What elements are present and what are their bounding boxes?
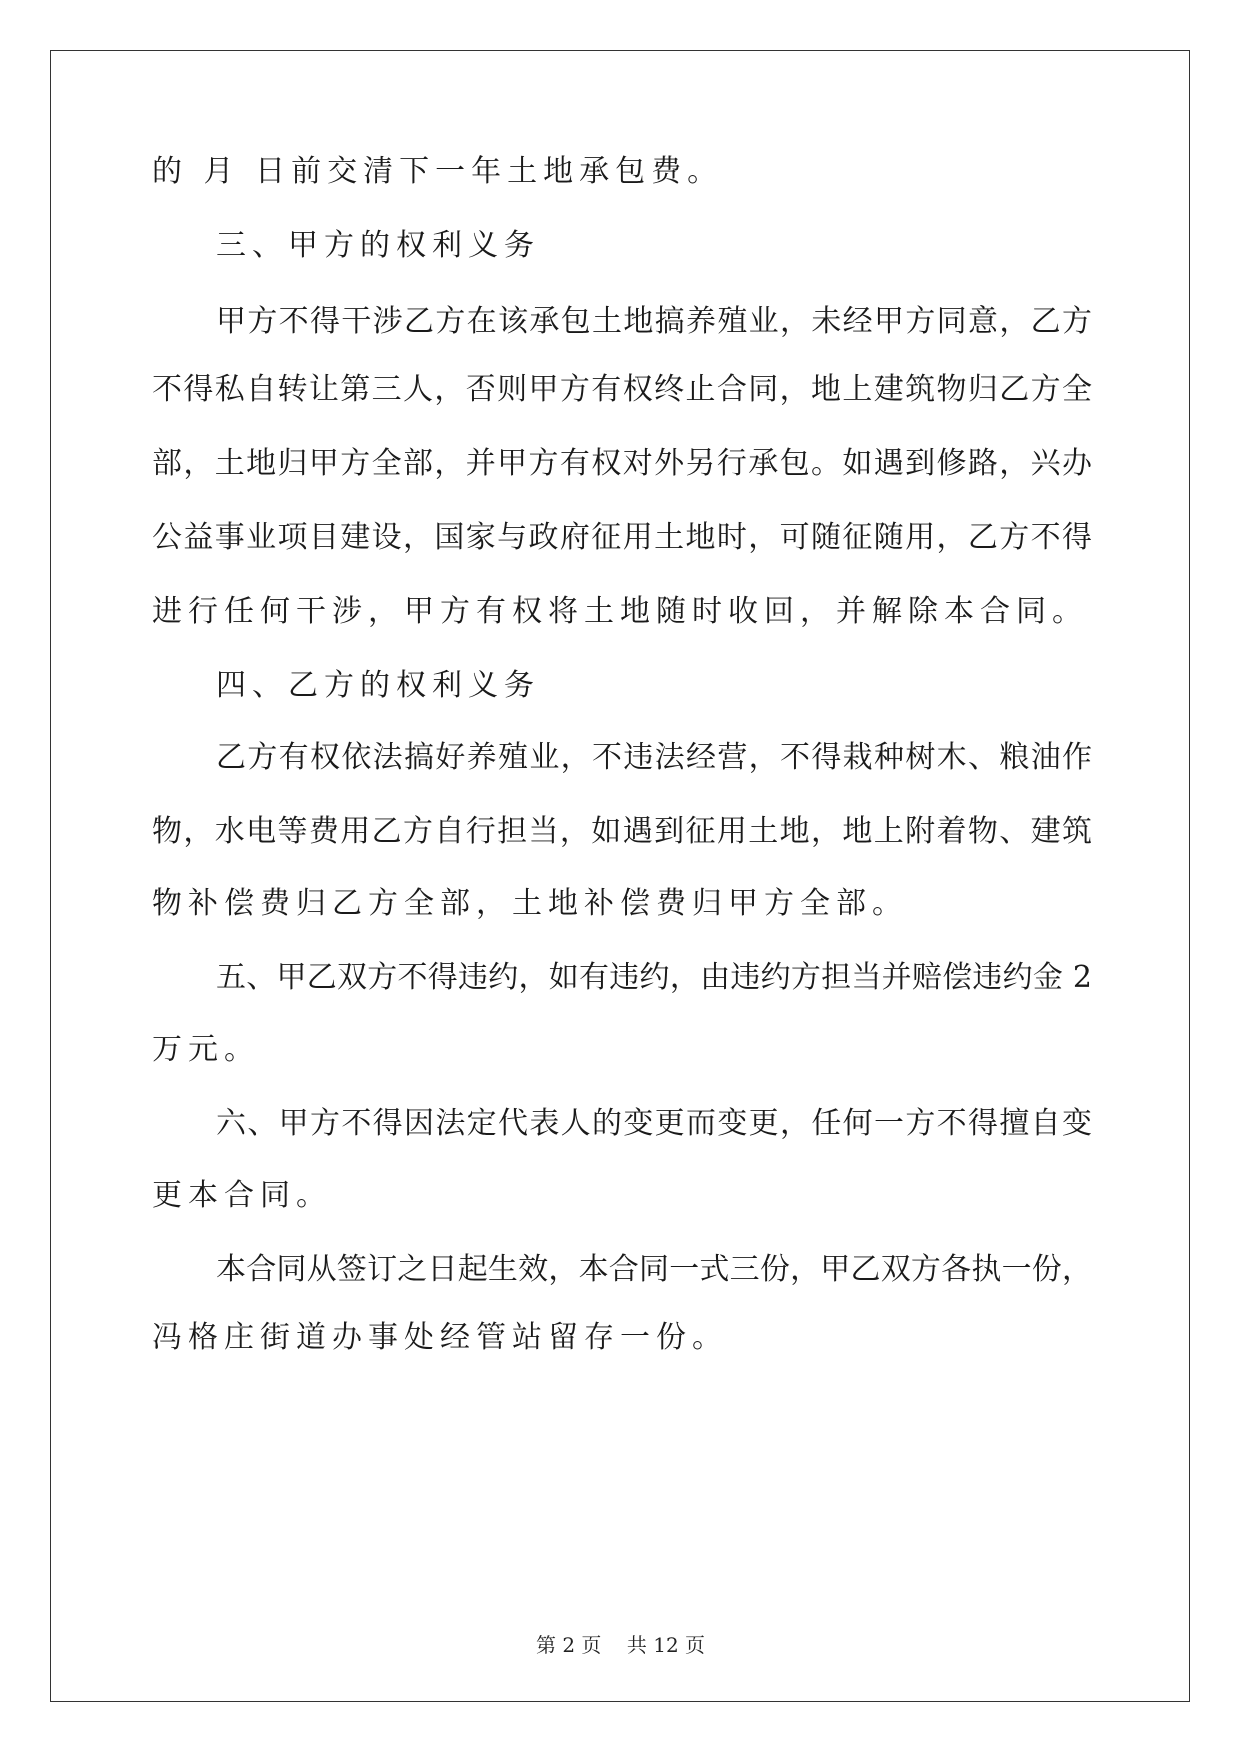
- page-number: 第 2 页: [535, 1633, 602, 1657]
- section-heading: 四、乙方的权利义务: [216, 668, 540, 703]
- text-line: 六、甲方不得因法定代表人的变更而变更，任何一方不得擅自变: [216, 1106, 1092, 1141]
- page-border: [50, 50, 1190, 1702]
- text-line: 本合同从签订之日起生效，本合同一式三份，甲乙双方各执一份，: [216, 1252, 1092, 1287]
- text-line: 乙方有权依法搞好养殖业，不违法经营，不得栽种树木、粮油作: [216, 740, 1092, 775]
- text-line: 更本合同。: [152, 1178, 332, 1213]
- page-total: 共 12 页: [626, 1633, 706, 1657]
- text-line: 部，土地归甲方全部，并甲方有权对外另行承包。如遇到修路，兴办: [152, 446, 1092, 481]
- page-footer: [0, 1632, 1241, 1658]
- section-heading: 三、甲方的权利义务: [216, 228, 540, 263]
- text-line: 物，水电等费用乙方自行担当，如遇到征用土地，地上附着物、建筑: [152, 814, 1092, 849]
- text-line: 万元。: [152, 1032, 260, 1067]
- text-line: 冯格庄街道办事处经管站留存一份。: [152, 1320, 728, 1355]
- text-line: 进行任何干涉，甲方有权将土地随时收回，并解除本合同。: [152, 594, 1088, 629]
- text-line: 的 月 日前交清下一年土地承包费。: [152, 154, 724, 189]
- text-line: 五、甲乙双方不得违约，如有违约，由违约方担当并赔偿违约金 2: [216, 960, 1092, 995]
- text-line: 不得私自转让第三人，否则甲方有权终止合同，地上建筑物归乙方全: [152, 372, 1092, 407]
- text-line: 物补偿费归乙方全部，土地补偿费归甲方全部。: [152, 886, 908, 921]
- text-line: 甲方不得干涉乙方在该承包土地搞养殖业，未经甲方同意，乙方: [216, 304, 1092, 339]
- text-line: 公益事业项目建设，国家与政府征用土地时，可随征随用，乙方不得: [152, 520, 1092, 555]
